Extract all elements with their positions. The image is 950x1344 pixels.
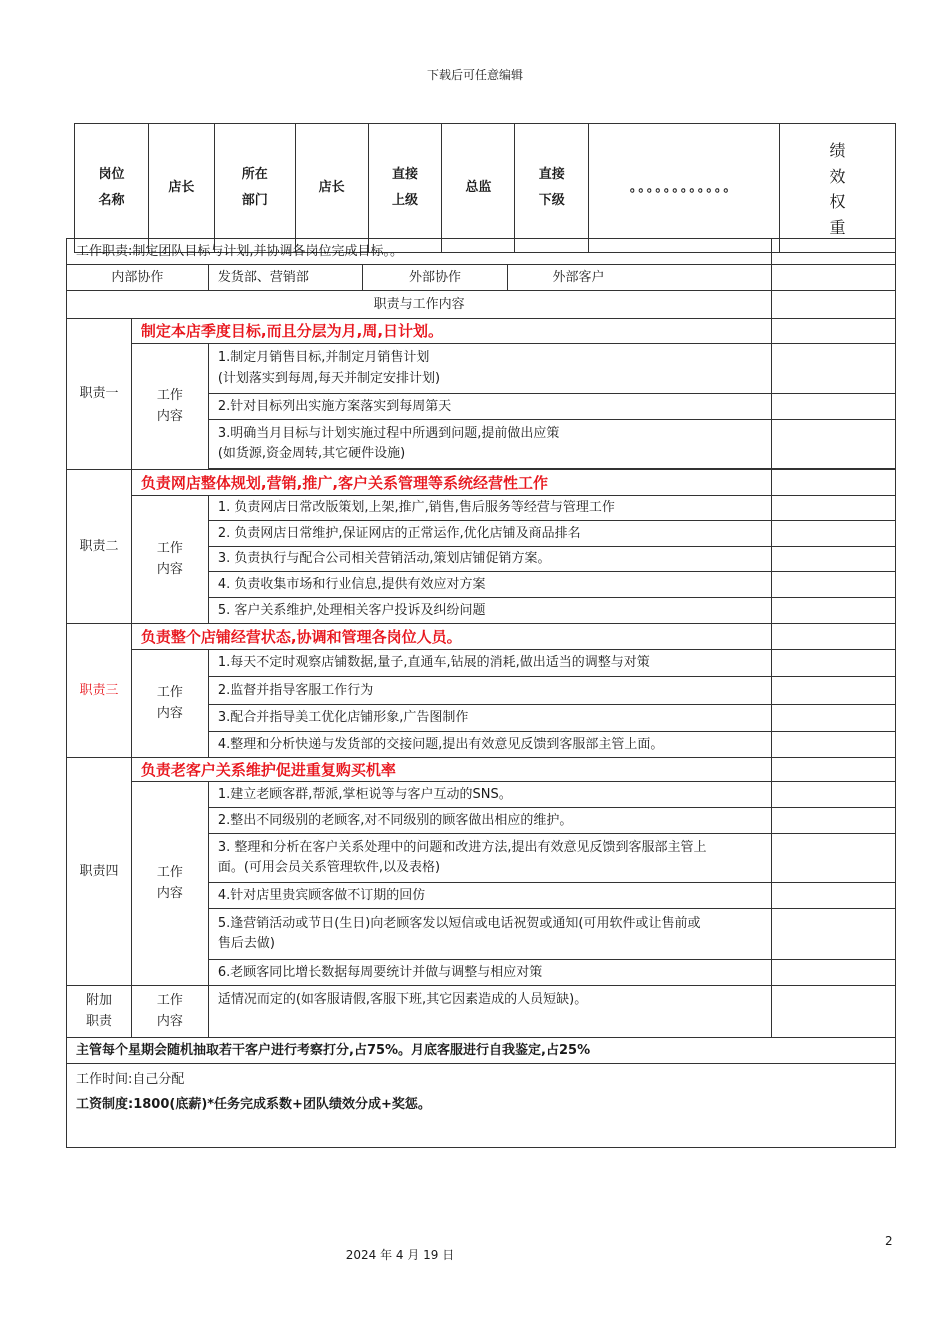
performance-weight-label: 绩 效 权 重 xyxy=(780,124,896,253)
job-duty: 工作职责:制定团队目标与计划,并协调各岗位完成目标。。 xyxy=(67,239,772,265)
duty-3-item-4: 4.整理和分析快递与发货部的交接问题,提出有效意见反馈到客服部主管上面。 xyxy=(208,732,771,758)
duty-2-title: 负责网店整体规划,营销,推广,客户关系管理等系统经营性工作 xyxy=(131,470,771,496)
duty-1-label: 职责一 xyxy=(67,319,132,470)
weight-cell xyxy=(772,420,896,469)
duty-3-label: 职责三 xyxy=(67,624,132,758)
duty-4-label: 职责四 xyxy=(67,758,132,986)
duty-2-item-1: 1. 负责网店日常改版策划,上架,推广,销售,售后服务等经营与管理工作 xyxy=(208,496,771,521)
weight-cell xyxy=(772,572,896,598)
weight-cell xyxy=(772,496,896,521)
weight-cell xyxy=(772,986,896,1038)
weight-cell xyxy=(772,624,896,650)
duty-4-item-3: 3. 整理和分析在客户关系处理中的问题和改进方法,提出有效意见反馈到客服部主管上 面。(可用会员关系管理软件,以及表格) xyxy=(208,834,771,883)
work-content-label: 工作 内容 xyxy=(131,650,208,758)
work-content-label: 工作 内容 xyxy=(131,496,208,624)
weight-cell xyxy=(772,470,896,496)
external-collab-value: 外部客户 xyxy=(508,265,772,291)
weight-cell xyxy=(772,782,896,808)
weight-cell xyxy=(772,521,896,547)
duty-1-item-2: 2.针对目标列出实施方案落实到每周第天 xyxy=(208,394,771,420)
department-value: 店长 xyxy=(295,124,368,253)
work-content-label: 工作 内容 xyxy=(131,986,208,1038)
post-name-value: 店长 xyxy=(148,124,214,253)
direct-superior-value: 总监 xyxy=(442,124,515,253)
direct-subordinate-value: 。。。。。。。。。。。。 xyxy=(589,124,780,253)
work-content-label: 工作 内容 xyxy=(131,782,208,986)
weight-cell xyxy=(772,547,896,572)
responsibility-table xyxy=(66,238,896,1148)
duty-2-item-4: 4. 负责收集市场和行业信息,提供有效应对方案 xyxy=(208,572,771,598)
department-label: 所在 部门 xyxy=(214,124,295,253)
salary-system: 工资制度:1800(底薪)*任务完成系数+团队绩效分成+奖惩。 xyxy=(76,1096,431,1112)
section-title: 职责与工作内容 xyxy=(67,291,772,319)
extra-duty-label: 附加 职责 xyxy=(67,986,132,1038)
weight-cell xyxy=(772,732,896,758)
internal-collab-value: 发货部、营销部 xyxy=(208,265,362,291)
weight-cell xyxy=(772,960,896,986)
duty-2-item-3: 3. 负责执行与配合公司相关营销活动,策划店铺促销方案。 xyxy=(208,547,771,572)
weight-cell xyxy=(772,883,896,909)
page-number: 2 xyxy=(885,1234,893,1248)
work-time-salary xyxy=(67,1064,896,1148)
duty-4-item-5: 5.逢营销活动或节日(生日)向老顾客发以短信或电话祝贺或通知(可用软件或让售前或 售后去做) xyxy=(208,909,771,960)
weight-cell xyxy=(772,909,896,960)
weight-cell xyxy=(772,677,896,705)
header-note: 下载后可任意编辑 xyxy=(426,68,523,82)
weight-cell xyxy=(772,319,896,344)
duty-2-label: 职责二 xyxy=(67,470,132,624)
internal-collab-label: 内部协作 xyxy=(67,265,209,291)
duty-4-item-1: 1.建立老顾客群,帮派,掌柜说等与客户互动的SNS。 xyxy=(208,782,771,808)
direct-subordinate-label: 直接 下级 xyxy=(515,124,589,253)
duty-3-item-2: 2.监督并指导客服工作行为 xyxy=(208,677,771,705)
weight-cell xyxy=(772,394,896,420)
weight-cell xyxy=(772,834,896,883)
duty-1-item-3: 3.明确当月目标与计划实施过程中所遇到问题,提前做出应策 (如货源,资金周转,其它硬件设施) xyxy=(208,420,771,469)
weight-cell xyxy=(772,650,896,677)
duty-1-title: 制定本店季度目标,而且分层为月,周,日计划。 xyxy=(131,319,771,344)
duty-2-item-2: 2. 负责网店日常维护,保证网店的正常运作,优化店铺及商品排名 xyxy=(208,521,771,547)
document-date: 2024 年 4 月 19 日 xyxy=(345,1248,455,1262)
duty-4-item-2: 2.整出不同级别的老顾客,对不同级别的顾客做出相应的维护。 xyxy=(208,808,771,834)
assessment-note: 主管每个星期会随机抽取若干客户进行考察打分,占75%。月底客服进行自我鉴定,占25% xyxy=(67,1038,896,1064)
weight-cell xyxy=(772,808,896,834)
post-name-label: 岗位 名称 xyxy=(75,124,149,253)
work-content-label: 工作 内容 xyxy=(131,344,208,470)
duty-3-title: 负责整个店铺经营状态,协调和管理各岗位人员。 xyxy=(131,624,771,650)
duty-2-item-5: 5. 客户关系维护,处理相关客户投诉及纠纷问题 xyxy=(208,598,771,624)
weight-cell xyxy=(772,344,896,394)
duty-1-item-1: 1.制定月销售目标,并制定月销售计划 (计划落实到每周,每天并制定安排计划) xyxy=(208,344,771,394)
weight-cell xyxy=(772,291,896,319)
weight-cell xyxy=(772,598,896,624)
position-info-table xyxy=(74,123,896,253)
work-time: 工作时间:自己分配 xyxy=(76,1072,185,1087)
duty-4-item-4: 4.针对店里贵宾顾客做不订期的回仿 xyxy=(208,883,771,909)
weight-cell xyxy=(772,265,896,291)
direct-superior-label: 直接 上级 xyxy=(368,124,442,253)
weight-cell xyxy=(772,705,896,732)
weight-cell xyxy=(772,239,896,265)
duty-4-item-6: 6.老顾客同比增长数据每周要统计并做与调整与相应对策 xyxy=(208,960,771,986)
duty-3-item-1: 1.每天不定时观察店铺数据,量子,直通车,钻展的消耗,做出适当的调整与对策 xyxy=(208,650,771,677)
extra-duty-content: 适情况而定的(如客服请假,客服下班,其它因素造成的人员短缺)。 xyxy=(208,986,771,1038)
weight-cell xyxy=(772,758,896,782)
duty-4-title: 负责老客户关系维护促进重复购买机率 xyxy=(131,758,771,782)
duty-3-item-3: 3.配合并指导美工优化店铺形象,广告图制作 xyxy=(208,705,771,732)
external-collab-label: 外部协作 xyxy=(362,265,508,291)
